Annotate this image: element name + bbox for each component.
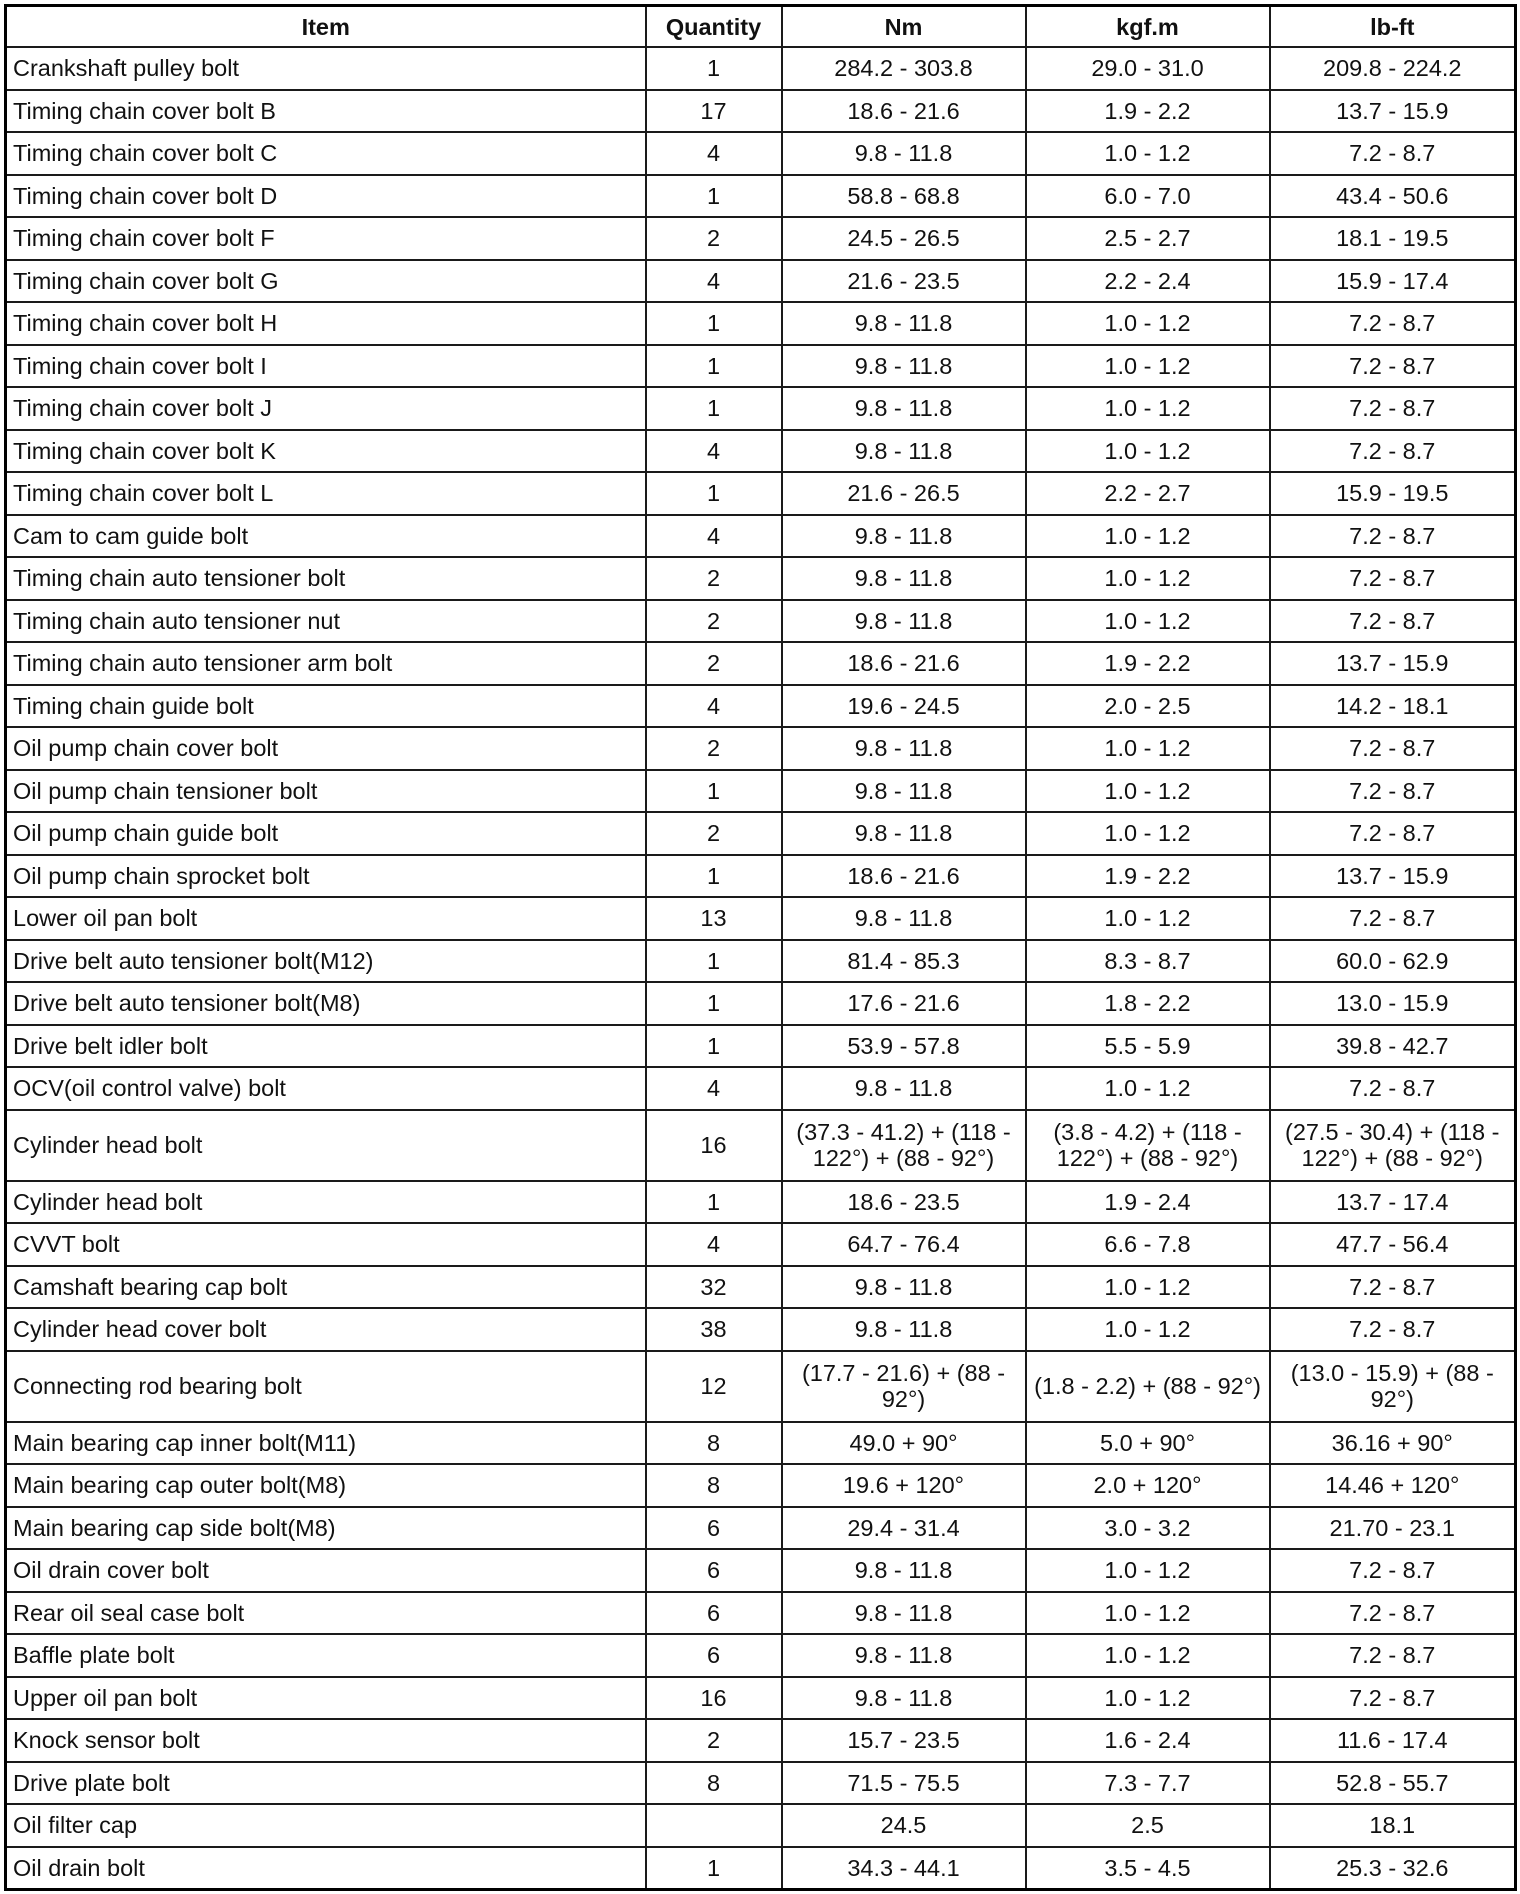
cell-lbft: (13.0 - 15.9) + (88 - 92°) [1270, 1351, 1516, 1422]
cell-quantity: 32 [646, 1266, 782, 1309]
cell-quantity: 2 [646, 1719, 782, 1762]
cell-item: Main bearing cap outer bolt(M8) [6, 1464, 646, 1507]
cell-kgfm: 1.9 - 2.4 [1026, 1181, 1270, 1224]
table-header-row [6, 6, 1516, 48]
cell-lbft: 7.2 - 8.7 [1270, 812, 1516, 855]
cell-lbft: 60.0 - 62.9 [1270, 940, 1516, 983]
cell-lbft: 7.2 - 8.7 [1270, 770, 1516, 813]
cell-kgfm: 5.0 + 90° [1026, 1422, 1270, 1465]
cell-lbft: 7.2 - 8.7 [1270, 1308, 1516, 1351]
cell-quantity: 2 [646, 600, 782, 643]
cell-item: Drive belt idler bolt [6, 1025, 646, 1068]
cell-nm: 9.8 - 11.8 [782, 812, 1026, 855]
cell-quantity: 2 [646, 217, 782, 260]
table-row [6, 1351, 1516, 1422]
cell-quantity: 6 [646, 1507, 782, 1550]
cell-quantity: 1 [646, 982, 782, 1025]
table-row [6, 1762, 1516, 1805]
cell-lbft: 7.2 - 8.7 [1270, 1634, 1516, 1677]
table-row [6, 770, 1516, 813]
cell-nm: 18.6 - 21.6 [782, 855, 1026, 898]
table-row [6, 1677, 1516, 1720]
cell-quantity: 1 [646, 472, 782, 515]
table-row [6, 472, 1516, 515]
cell-item: Main bearing cap side bolt(M8) [6, 1507, 646, 1550]
table-body [6, 47, 1516, 1890]
cell-kgfm: 1.0 - 1.2 [1026, 132, 1270, 175]
cell-nm: 71.5 - 75.5 [782, 1762, 1026, 1805]
cell-kgfm: 1.0 - 1.2 [1026, 1592, 1270, 1635]
cell-kgfm: 1.0 - 1.2 [1026, 515, 1270, 558]
cell-lbft: 47.7 - 56.4 [1270, 1223, 1516, 1266]
cell-quantity: 1 [646, 387, 782, 430]
cell-lbft: 15.9 - 17.4 [1270, 260, 1516, 303]
cell-item: CVVT bolt [6, 1223, 646, 1266]
cell-quantity: 17 [646, 90, 782, 133]
cell-item: Timing chain cover bolt H [6, 302, 646, 345]
table-row [6, 600, 1516, 643]
cell-kgfm: (1.8 - 2.2) + (88 - 92°) [1026, 1351, 1270, 1422]
cell-item: Oil filter cap [6, 1804, 646, 1847]
table-row [6, 1847, 1516, 1890]
cell-kgfm: 1.0 - 1.2 [1026, 302, 1270, 345]
cell-kgfm: 1.0 - 1.2 [1026, 1677, 1270, 1720]
cell-item: Timing chain cover bolt F [6, 217, 646, 260]
cell-kgfm: 2.5 - 2.7 [1026, 217, 1270, 260]
cell-nm: (17.7 - 21.6) + (88 - 92°) [782, 1351, 1026, 1422]
table-row [6, 345, 1516, 388]
cell-item: Timing chain cover bolt C [6, 132, 646, 175]
cell-nm: 9.8 - 11.8 [782, 1067, 1026, 1110]
cell-item: Timing chain cover bolt B [6, 90, 646, 133]
cell-quantity: 4 [646, 430, 782, 473]
cell-item: Knock sensor bolt [6, 1719, 646, 1762]
cell-item: Oil pump chain tensioner bolt [6, 770, 646, 813]
cell-quantity: 6 [646, 1549, 782, 1592]
cell-item: Cylinder head bolt [6, 1181, 646, 1224]
table-row [6, 685, 1516, 728]
cell-item: Camshaft bearing cap bolt [6, 1266, 646, 1309]
cell-quantity: 1 [646, 47, 782, 90]
cell-quantity: 1 [646, 1025, 782, 1068]
header-lbft: lb-ft [1270, 6, 1516, 48]
cell-kgfm: 1.0 - 1.2 [1026, 1634, 1270, 1677]
cell-kgfm: 2.0 - 2.5 [1026, 685, 1270, 728]
cell-quantity: 4 [646, 1223, 782, 1266]
cell-item: Drive plate bolt [6, 1762, 646, 1805]
cell-nm: 19.6 - 24.5 [782, 685, 1026, 728]
cell-nm: 81.4 - 85.3 [782, 940, 1026, 983]
cell-item: OCV(oil control valve) bolt [6, 1067, 646, 1110]
table-row [6, 387, 1516, 430]
cell-lbft: 13.7 - 17.4 [1270, 1181, 1516, 1224]
table-row [6, 897, 1516, 940]
table-row [6, 1223, 1516, 1266]
cell-lbft: 43.4 - 50.6 [1270, 175, 1516, 218]
cell-quantity: 2 [646, 812, 782, 855]
table-row [6, 1181, 1516, 1224]
cell-lbft: 7.2 - 8.7 [1270, 557, 1516, 600]
cell-kgfm: 1.0 - 1.2 [1026, 1266, 1270, 1309]
cell-kgfm: 1.9 - 2.2 [1026, 90, 1270, 133]
table-row [6, 90, 1516, 133]
cell-nm: 9.8 - 11.8 [782, 345, 1026, 388]
table-row [6, 1804, 1516, 1847]
cell-item: Timing chain cover bolt J [6, 387, 646, 430]
cell-item: Timing chain cover bolt D [6, 175, 646, 218]
cell-nm: (37.3 - 41.2) + (118 - 122°) + (88 - 92°) [782, 1110, 1026, 1181]
cell-lbft: 7.2 - 8.7 [1270, 1677, 1516, 1720]
cell-quantity: 1 [646, 1847, 782, 1890]
table-row [6, 430, 1516, 473]
cell-lbft: 39.8 - 42.7 [1270, 1025, 1516, 1068]
table-row [6, 1110, 1516, 1181]
cell-kgfm: 1.0 - 1.2 [1026, 345, 1270, 388]
table-row [6, 1549, 1516, 1592]
cell-item: Oil drain cover bolt [6, 1549, 646, 1592]
cell-item: Oil pump chain cover bolt [6, 727, 646, 770]
cell-kgfm: 2.5 [1026, 1804, 1270, 1847]
cell-lbft: 25.3 - 32.6 [1270, 1847, 1516, 1890]
cell-nm: 9.8 - 11.8 [782, 132, 1026, 175]
cell-item: Baffle plate bolt [6, 1634, 646, 1677]
cell-quantity: 4 [646, 132, 782, 175]
cell-lbft: 21.70 - 23.1 [1270, 1507, 1516, 1550]
cell-quantity: 4 [646, 515, 782, 558]
table-row [6, 302, 1516, 345]
torque-spec-table [4, 4, 1517, 1891]
table-row [6, 642, 1516, 685]
cell-nm: 9.8 - 11.8 [782, 1549, 1026, 1592]
cell-kgfm: 3.0 - 3.2 [1026, 1507, 1270, 1550]
cell-quantity: 6 [646, 1634, 782, 1677]
cell-kgfm: 1.0 - 1.2 [1026, 1067, 1270, 1110]
cell-lbft: 14.2 - 18.1 [1270, 685, 1516, 728]
table-row [6, 175, 1516, 218]
cell-nm: 19.6 + 120° [782, 1464, 1026, 1507]
cell-kgfm: 1.0 - 1.2 [1026, 1308, 1270, 1351]
cell-item: Cylinder head bolt [6, 1110, 646, 1181]
cell-nm: 29.4 - 31.4 [782, 1507, 1026, 1550]
cell-item: Timing chain auto tensioner nut [6, 600, 646, 643]
cell-nm: 18.6 - 21.6 [782, 642, 1026, 685]
cell-lbft: 13.7 - 15.9 [1270, 90, 1516, 133]
table-row [6, 217, 1516, 260]
cell-kgfm: 5.5 - 5.9 [1026, 1025, 1270, 1068]
cell-quantity [646, 1804, 782, 1847]
cell-quantity: 2 [646, 727, 782, 770]
cell-kgfm: 1.8 - 2.2 [1026, 982, 1270, 1025]
cell-kgfm: 7.3 - 7.7 [1026, 1762, 1270, 1805]
cell-nm: 17.6 - 21.6 [782, 982, 1026, 1025]
cell-item: Timing chain guide bolt [6, 685, 646, 728]
cell-kgfm: 1.0 - 1.2 [1026, 897, 1270, 940]
cell-lbft: 36.16 + 90° [1270, 1422, 1516, 1465]
cell-quantity: 8 [646, 1422, 782, 1465]
cell-item: Upper oil pan bolt [6, 1677, 646, 1720]
cell-lbft: 7.2 - 8.7 [1270, 430, 1516, 473]
cell-nm: 24.5 [782, 1804, 1026, 1847]
cell-quantity: 8 [646, 1762, 782, 1805]
cell-nm: 9.8 - 11.8 [782, 430, 1026, 473]
cell-quantity: 4 [646, 685, 782, 728]
cell-lbft: 7.2 - 8.7 [1270, 345, 1516, 388]
cell-lbft: 7.2 - 8.7 [1270, 1549, 1516, 1592]
cell-nm: 18.6 - 23.5 [782, 1181, 1026, 1224]
cell-nm: 9.8 - 11.8 [782, 302, 1026, 345]
cell-kgfm: 2.2 - 2.7 [1026, 472, 1270, 515]
cell-item: Rear oil seal case bolt [6, 1592, 646, 1635]
cell-nm: 24.5 - 26.5 [782, 217, 1026, 260]
cell-item: Timing chain cover bolt L [6, 472, 646, 515]
cell-lbft: 7.2 - 8.7 [1270, 515, 1516, 558]
cell-kgfm: 1.0 - 1.2 [1026, 430, 1270, 473]
cell-quantity: 1 [646, 175, 782, 218]
cell-quantity: 1 [646, 345, 782, 388]
cell-nm: 21.6 - 23.5 [782, 260, 1026, 303]
cell-lbft: 7.2 - 8.7 [1270, 1067, 1516, 1110]
cell-item: Cam to cam guide bolt [6, 515, 646, 558]
table-row [6, 557, 1516, 600]
cell-quantity: 1 [646, 940, 782, 983]
cell-quantity: 6 [646, 1592, 782, 1635]
header-nm: Nm [782, 6, 1026, 48]
cell-nm: 15.7 - 23.5 [782, 1719, 1026, 1762]
cell-kgfm: 1.0 - 1.2 [1026, 727, 1270, 770]
cell-quantity: 1 [646, 1181, 782, 1224]
cell-nm: 284.2 - 303.8 [782, 47, 1026, 90]
cell-nm: 18.6 - 21.6 [782, 90, 1026, 133]
cell-kgfm: 1.9 - 2.2 [1026, 642, 1270, 685]
cell-nm: 9.8 - 11.8 [782, 515, 1026, 558]
table-row [6, 260, 1516, 303]
cell-quantity: 13 [646, 897, 782, 940]
torque-spec-container [4, 4, 1517, 1891]
cell-nm: 9.8 - 11.8 [782, 727, 1026, 770]
cell-lbft: (27.5 - 30.4) + (118 - 122°) + (88 - 92°) [1270, 1110, 1516, 1181]
cell-item: Drive belt auto tensioner bolt(M12) [6, 940, 646, 983]
table-row [6, 812, 1516, 855]
table-row [6, 1067, 1516, 1110]
cell-kgfm: 3.5 - 4.5 [1026, 1847, 1270, 1890]
cell-lbft: 7.2 - 8.7 [1270, 1592, 1516, 1635]
cell-kgfm: 2.0 + 120° [1026, 1464, 1270, 1507]
cell-kgfm: 1.0 - 1.2 [1026, 812, 1270, 855]
cell-lbft: 7.2 - 8.7 [1270, 132, 1516, 175]
cell-kgfm: 6.6 - 7.8 [1026, 1223, 1270, 1266]
cell-lbft: 7.2 - 8.7 [1270, 897, 1516, 940]
cell-lbft: 13.7 - 15.9 [1270, 642, 1516, 685]
cell-quantity: 4 [646, 260, 782, 303]
header-kgfm: kgf.m [1026, 6, 1270, 48]
cell-quantity: 2 [646, 642, 782, 685]
cell-nm: 21.6 - 26.5 [782, 472, 1026, 515]
header-item: Item [6, 6, 646, 48]
cell-nm: 9.8 - 11.8 [782, 1266, 1026, 1309]
table-row [6, 1464, 1516, 1507]
cell-item: Oil pump chain sprocket bolt [6, 855, 646, 898]
cell-item: Timing chain cover bolt K [6, 430, 646, 473]
cell-item: Timing chain auto tensioner bolt [6, 557, 646, 600]
cell-item: Drive belt auto tensioner bolt(M8) [6, 982, 646, 1025]
cell-kgfm: 1.0 - 1.2 [1026, 387, 1270, 430]
cell-quantity: 12 [646, 1351, 782, 1422]
cell-quantity: 8 [646, 1464, 782, 1507]
cell-kgfm: 6.0 - 7.0 [1026, 175, 1270, 218]
table-row [6, 515, 1516, 558]
table-row [6, 1308, 1516, 1351]
cell-nm: 9.8 - 11.8 [782, 600, 1026, 643]
cell-quantity: 2 [646, 557, 782, 600]
cell-nm: 9.8 - 11.8 [782, 1592, 1026, 1635]
cell-kgfm: (3.8 - 4.2) + (118 - 122°) + (88 - 92°) [1026, 1110, 1270, 1181]
cell-quantity: 1 [646, 855, 782, 898]
cell-lbft: 14.46 + 120° [1270, 1464, 1516, 1507]
cell-item: Timing chain cover bolt G [6, 260, 646, 303]
cell-item: Timing chain cover bolt I [6, 345, 646, 388]
cell-lbft: 11.6 - 17.4 [1270, 1719, 1516, 1762]
cell-nm: 49.0 + 90° [782, 1422, 1026, 1465]
cell-kgfm: 8.3 - 8.7 [1026, 940, 1270, 983]
cell-kgfm: 1.0 - 1.2 [1026, 770, 1270, 813]
cell-nm: 9.8 - 11.8 [782, 557, 1026, 600]
cell-lbft: 13.0 - 15.9 [1270, 982, 1516, 1025]
cell-item: Timing chain auto tensioner arm bolt [6, 642, 646, 685]
cell-lbft: 7.2 - 8.7 [1270, 600, 1516, 643]
cell-nm: 58.8 - 68.8 [782, 175, 1026, 218]
cell-item: Oil pump chain guide bolt [6, 812, 646, 855]
cell-lbft: 18.1 - 19.5 [1270, 217, 1516, 260]
table-row [6, 47, 1516, 90]
cell-nm: 64.7 - 76.4 [782, 1223, 1026, 1266]
cell-lbft: 13.7 - 15.9 [1270, 855, 1516, 898]
cell-item: Crankshaft pulley bolt [6, 47, 646, 90]
cell-kgfm: 1.0 - 1.2 [1026, 557, 1270, 600]
cell-nm: 9.8 - 11.8 [782, 1677, 1026, 1720]
table-row [6, 940, 1516, 983]
cell-item: Cylinder head cover bolt [6, 1308, 646, 1351]
table-row [6, 1634, 1516, 1677]
table-row [6, 1507, 1516, 1550]
cell-quantity: 38 [646, 1308, 782, 1351]
cell-nm: 34.3 - 44.1 [782, 1847, 1026, 1890]
cell-kgfm: 1.0 - 1.2 [1026, 1549, 1270, 1592]
table-row [6, 1422, 1516, 1465]
cell-lbft: 52.8 - 55.7 [1270, 1762, 1516, 1805]
cell-kgfm: 1.9 - 2.2 [1026, 855, 1270, 898]
cell-quantity: 16 [646, 1677, 782, 1720]
cell-quantity: 16 [646, 1110, 782, 1181]
cell-lbft: 15.9 - 19.5 [1270, 472, 1516, 515]
cell-lbft: 18.1 [1270, 1804, 1516, 1847]
cell-kgfm: 1.6 - 2.4 [1026, 1719, 1270, 1762]
cell-nm: 9.8 - 11.8 [782, 1308, 1026, 1351]
cell-kgfm: 2.2 - 2.4 [1026, 260, 1270, 303]
table-row [6, 855, 1516, 898]
cell-item: Oil drain bolt [6, 1847, 646, 1890]
table-row [6, 1266, 1516, 1309]
cell-nm: 9.8 - 11.8 [782, 770, 1026, 813]
cell-item: Lower oil pan bolt [6, 897, 646, 940]
cell-item: Main bearing cap inner bolt(M11) [6, 1422, 646, 1465]
cell-item: Connecting rod bearing bolt [6, 1351, 646, 1422]
table-row [6, 1025, 1516, 1068]
cell-quantity: 4 [646, 1067, 782, 1110]
cell-kgfm: 1.0 - 1.2 [1026, 600, 1270, 643]
cell-quantity: 1 [646, 770, 782, 813]
table-row [6, 132, 1516, 175]
cell-nm: 9.8 - 11.8 [782, 897, 1026, 940]
cell-lbft: 209.8 - 224.2 [1270, 47, 1516, 90]
cell-lbft: 7.2 - 8.7 [1270, 302, 1516, 345]
cell-lbft: 7.2 - 8.7 [1270, 727, 1516, 770]
header-quantity: Quantity [646, 6, 782, 48]
cell-lbft: 7.2 - 8.7 [1270, 387, 1516, 430]
table-row [6, 727, 1516, 770]
table-row [6, 982, 1516, 1025]
table-row [6, 1719, 1516, 1762]
cell-quantity: 1 [646, 302, 782, 345]
table-row [6, 1592, 1516, 1635]
cell-nm: 9.8 - 11.8 [782, 387, 1026, 430]
cell-nm: 53.9 - 57.8 [782, 1025, 1026, 1068]
cell-kgfm: 29.0 - 31.0 [1026, 47, 1270, 90]
cell-lbft: 7.2 - 8.7 [1270, 1266, 1516, 1309]
cell-nm: 9.8 - 11.8 [782, 1634, 1026, 1677]
